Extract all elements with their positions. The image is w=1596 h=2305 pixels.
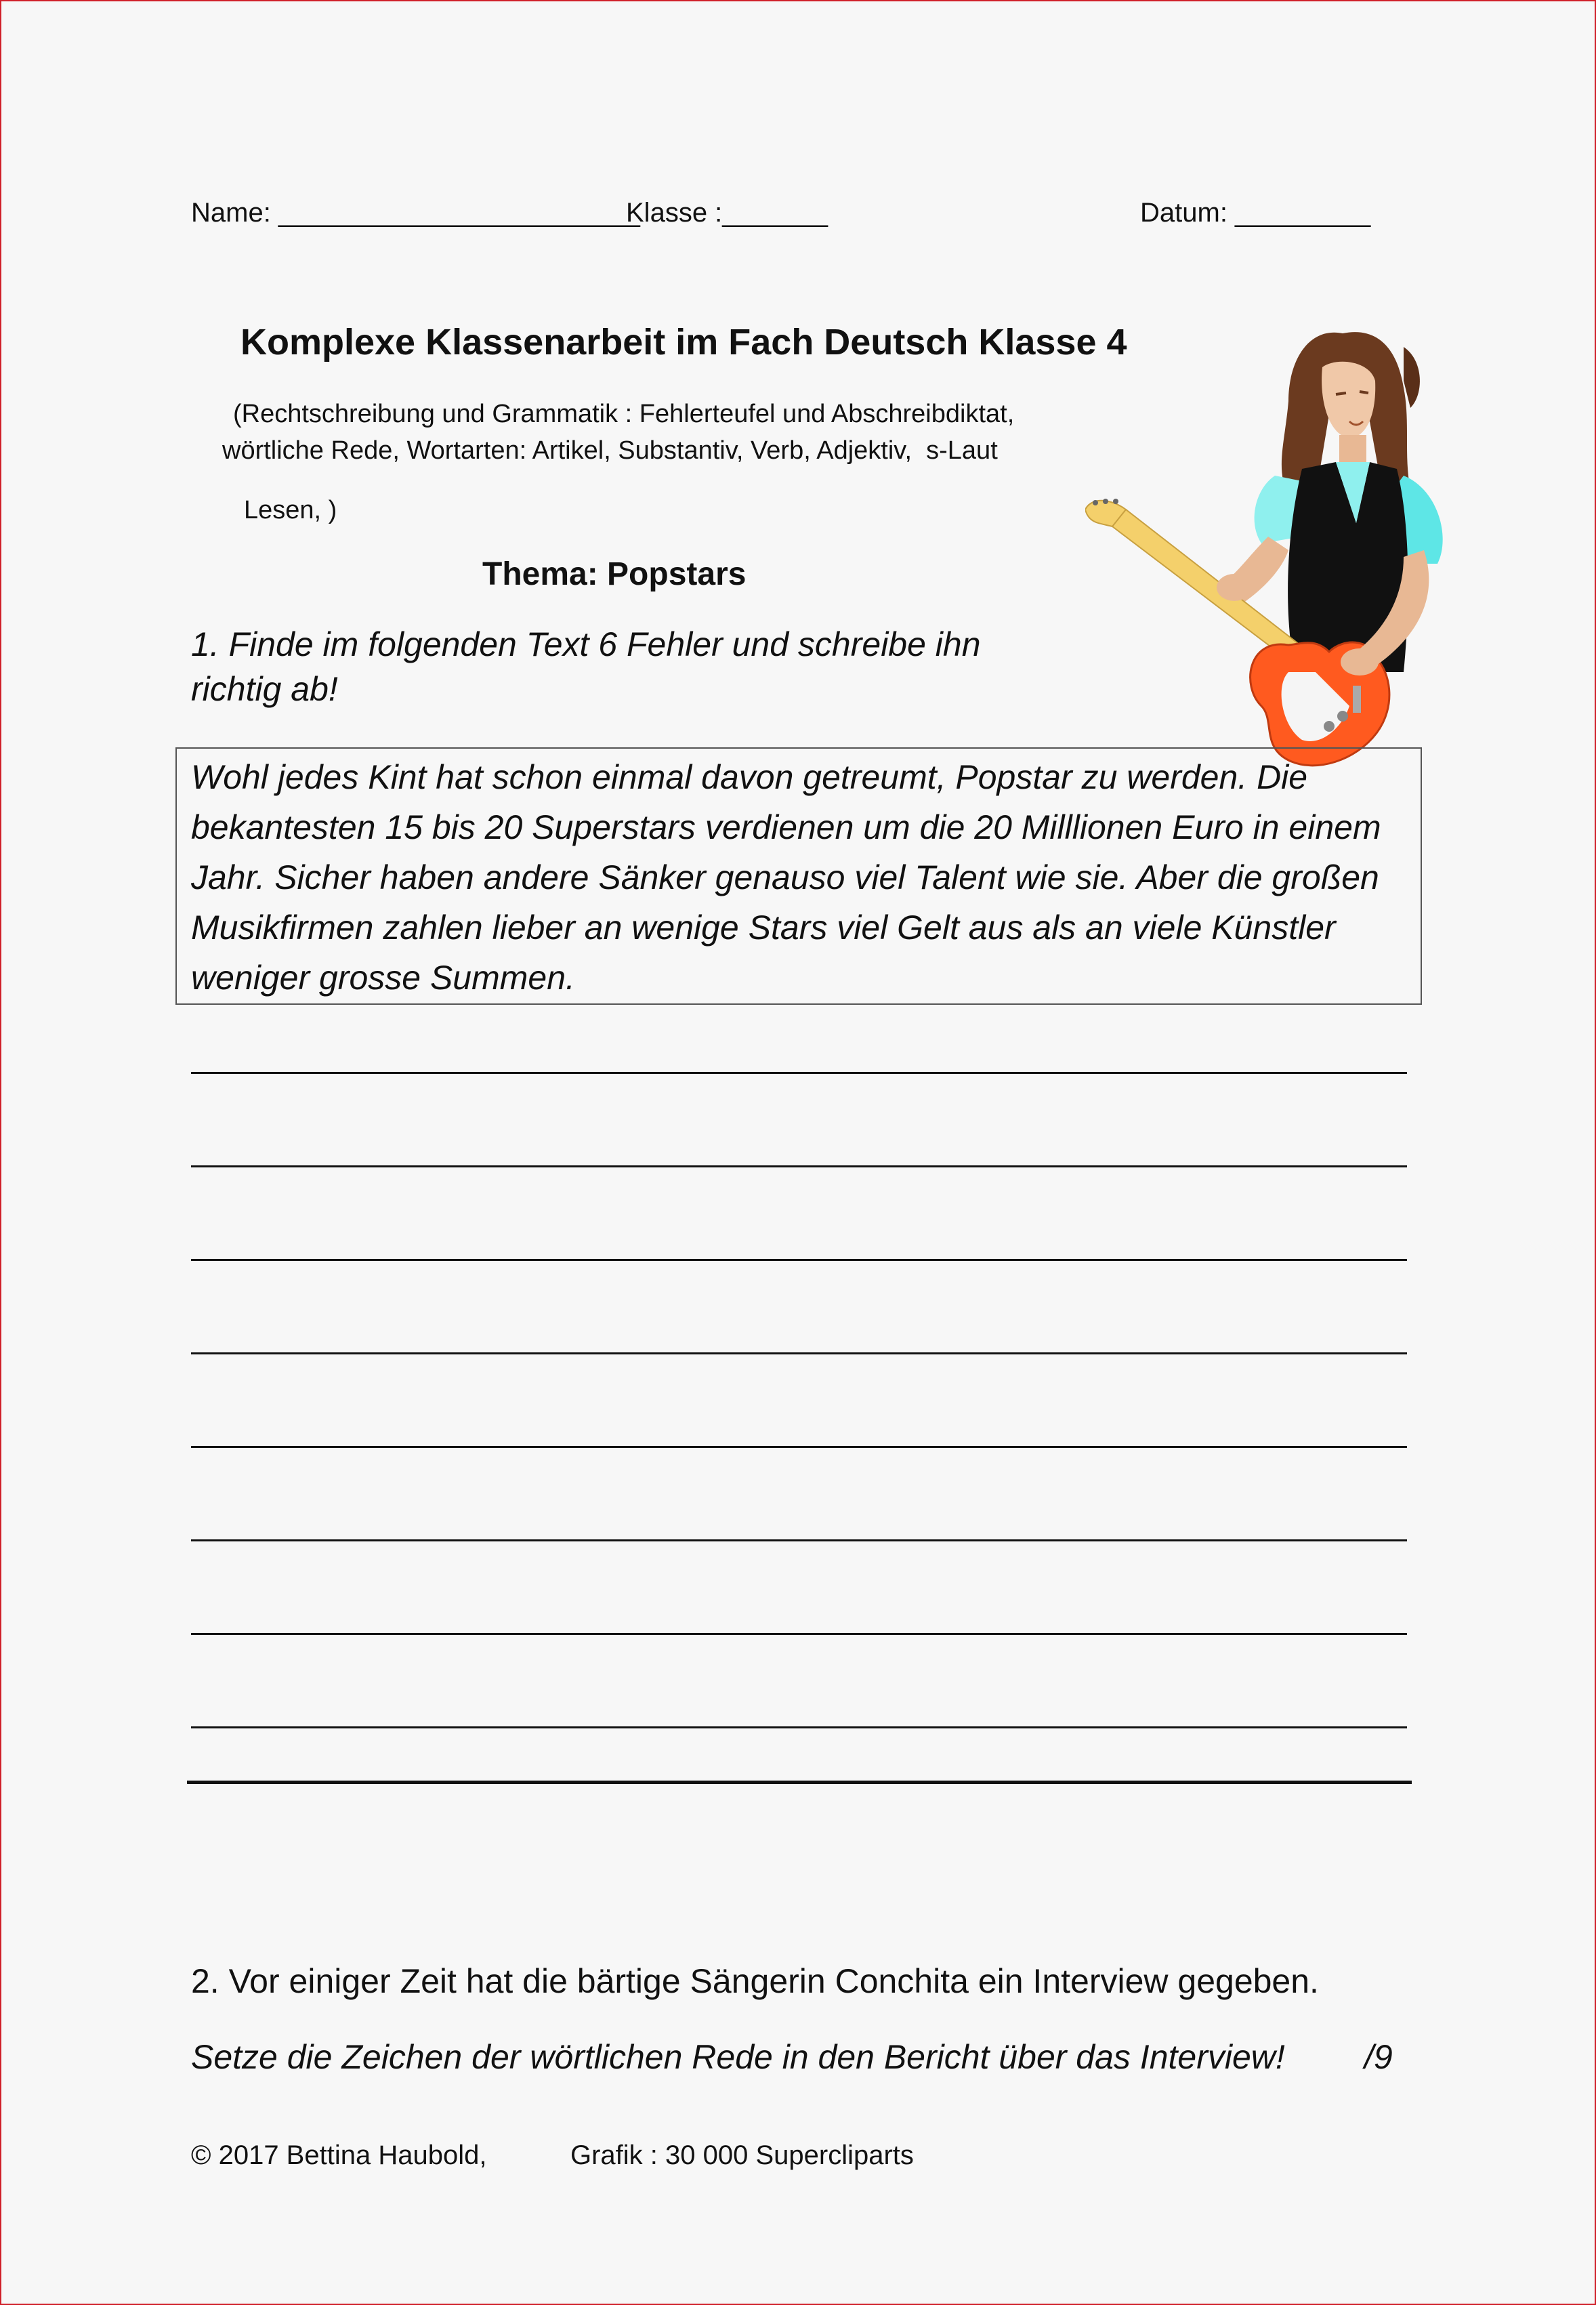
task1-instruction — [191, 625, 1072, 709]
error-text — [191, 752, 1410, 1003]
error-text-line: Musikfirmen zahlen lieber an wenige Stars viel Gelt aus als an viele Künstler — [191, 909, 1336, 947]
writing-line[interactable] — [191, 1539, 1407, 1541]
writing-line[interactable] — [191, 1352, 1407, 1354]
writing-line[interactable] — [191, 1165, 1407, 1167]
writing-line[interactable] — [191, 1726, 1407, 1728]
graphic-credit: Grafik : 30 000 Supercliparts — [570, 2140, 914, 2170]
writing-line[interactable] — [191, 1259, 1407, 1261]
copyright-notice: © 2017 Bettina Haubold, — [191, 2140, 487, 2170]
class-field[interactable]: Klasse :_______ — [626, 198, 828, 228]
task1-line-2: richtig ab! — [191, 670, 338, 708]
score-box: /9 — [1364, 2038, 1393, 2076]
task2-subinstruction: Setze die Zeichen der wörtlichen Rede in den Bericht über das Interview! — [191, 2038, 1285, 2076]
error-text-line: Wohl jedes Kint hat schon einmal davon getreumt, Popstar zu werden. Die — [191, 758, 1308, 796]
subtitle-line-2: wörtliche Rede, Wortarten: Artikel, Substantiv, Verb, Adjektiv, s-Laut — [222, 436, 998, 465]
error-text-line: Jahr. Sicher haben andere Sänker genauso viel Talent wie sie. Aber die großen — [191, 858, 1379, 896]
guitarist-illustration — [1085, 320, 1465, 781]
date-field[interactable]: Datum: _________ — [1140, 198, 1371, 228]
writing-line[interactable] — [191, 1633, 1407, 1635]
writing-line[interactable] — [191, 1446, 1407, 1448]
name-field[interactable]: Name: ________________________ — [191, 198, 640, 228]
task1-line-1: 1. Finde im folgenden Text 6 Fehler und schreibe ihn — [191, 625, 981, 663]
worksheet-title: Komplexe Klassenarbeit im Fach Deutsch Klasse 4 — [240, 322, 1127, 362]
error-text-line: bekantesten 15 bis 20 Superstars verdienen um die 20 Milllionen Euro in einem — [191, 808, 1381, 846]
subtitle-line-1: (Rechtschreibung und Grammatik : Fehlerteufel und Abschreibdiktat, — [233, 400, 1015, 428]
subtitle-line-3: Lesen, ) — [244, 496, 337, 524]
error-text-line: weniger grosse Summen. — [191, 959, 575, 997]
writing-line-final[interactable] — [187, 1781, 1412, 1784]
task2-instruction: 2. Vor einiger Zeit hat die bärtige Sängerin Conchita ein Interview gegeben. — [191, 1962, 1319, 2000]
writing-line[interactable] — [191, 1072, 1407, 1074]
theme-heading: Thema: Popstars — [482, 556, 747, 592]
